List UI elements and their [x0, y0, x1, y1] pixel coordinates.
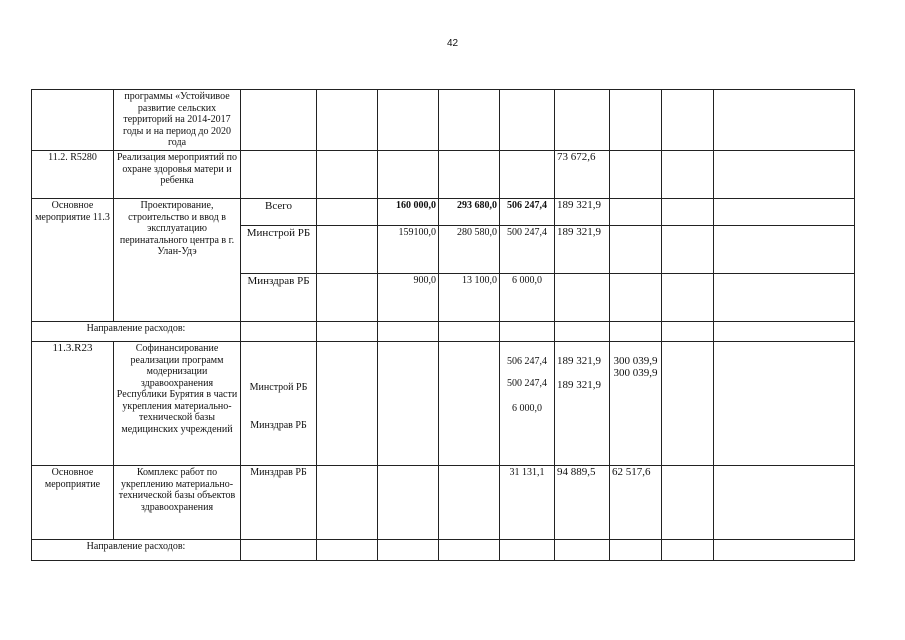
- page-number: 42: [446, 38, 459, 49]
- expense-direction-label: Направление расходов:: [32, 540, 241, 561]
- budget-table: [31, 89, 855, 561]
- funding-source: Всего: [241, 199, 317, 226]
- activity-code: 11.2. R5280: [32, 151, 114, 199]
- activity-name: Проектирование, строительство и ввод в эксплуатацию перинатального центра в г. Улан-Удэ: [114, 199, 241, 322]
- value-cell: 189 321,9: [557, 378, 601, 391]
- funding-source: Минздрав РБ: [241, 274, 317, 322]
- activity-code: 11.3.R23: [32, 342, 114, 466]
- table-row: [32, 322, 855, 342]
- value-cell: 31 131,1: [500, 466, 555, 540]
- activity-code: Основное мероприятие 11.3: [32, 199, 114, 322]
- activity-code: Основное мероприятие: [32, 466, 114, 540]
- value-cell: 500 247,4: [500, 226, 555, 274]
- value-cell: 280 580,0: [439, 226, 500, 274]
- table-row: [32, 342, 855, 466]
- funding-source: Минздрав РБ: [241, 466, 317, 540]
- value-cell: 189 321,9: [555, 199, 610, 226]
- table-row: [32, 199, 855, 226]
- activity-name: Комплекс работ по укреплению материально-технической базы объектов здравоохранения: [114, 466, 241, 540]
- value-cell: 293 680,0: [439, 199, 500, 226]
- expense-direction-label: Направление расходов:: [32, 322, 241, 342]
- funding-source: Минздрав РБ: [250, 419, 307, 431]
- value-cell: 160 000,0: [378, 199, 439, 226]
- value-cell: 6 000,0: [512, 403, 542, 414]
- program-name-cell: программы «Устойчивое развитие сельских территорий на 2014-2017 годы и на период до 2020 года: [114, 90, 241, 151]
- value-cell: 189 321,9: [555, 226, 610, 274]
- value-cell: 62 517,6: [610, 466, 662, 540]
- funding-source: Минстрой РБ: [241, 226, 317, 274]
- table-row: [32, 90, 855, 151]
- activity-name: Реализация мероприятий по охране здоровья матери и ребенка: [114, 151, 241, 199]
- value-cell: 73 672,6: [555, 151, 610, 199]
- value-cell: 506 247,4: [500, 199, 555, 226]
- value-cell: 300 039,9: [613, 366, 658, 379]
- value-cell: 500 247,4: [507, 377, 547, 389]
- value-cell: 13 100,0: [439, 274, 500, 322]
- activity-name: Софинансирование реализации программ модернизации здравоохранения Республики Бурятия в части укрепления материально-технической базы медицинских учреждений: [114, 342, 241, 466]
- table-row: [32, 466, 855, 540]
- value-cell: 6 000,0: [500, 274, 555, 322]
- value-cell: 94 889,5: [555, 466, 610, 540]
- funding-source: Минстрой РБ: [249, 382, 308, 393]
- value-cell: 506 247,4: [507, 356, 547, 367]
- value-cell: 189 321,9: [557, 355, 601, 367]
- table-row: [32, 540, 855, 561]
- value-cell: 300 039,9: [613, 355, 658, 367]
- table-row: [32, 151, 855, 199]
- value-cell: 159100,0: [378, 226, 439, 274]
- value-cell: 900,0: [378, 274, 439, 322]
